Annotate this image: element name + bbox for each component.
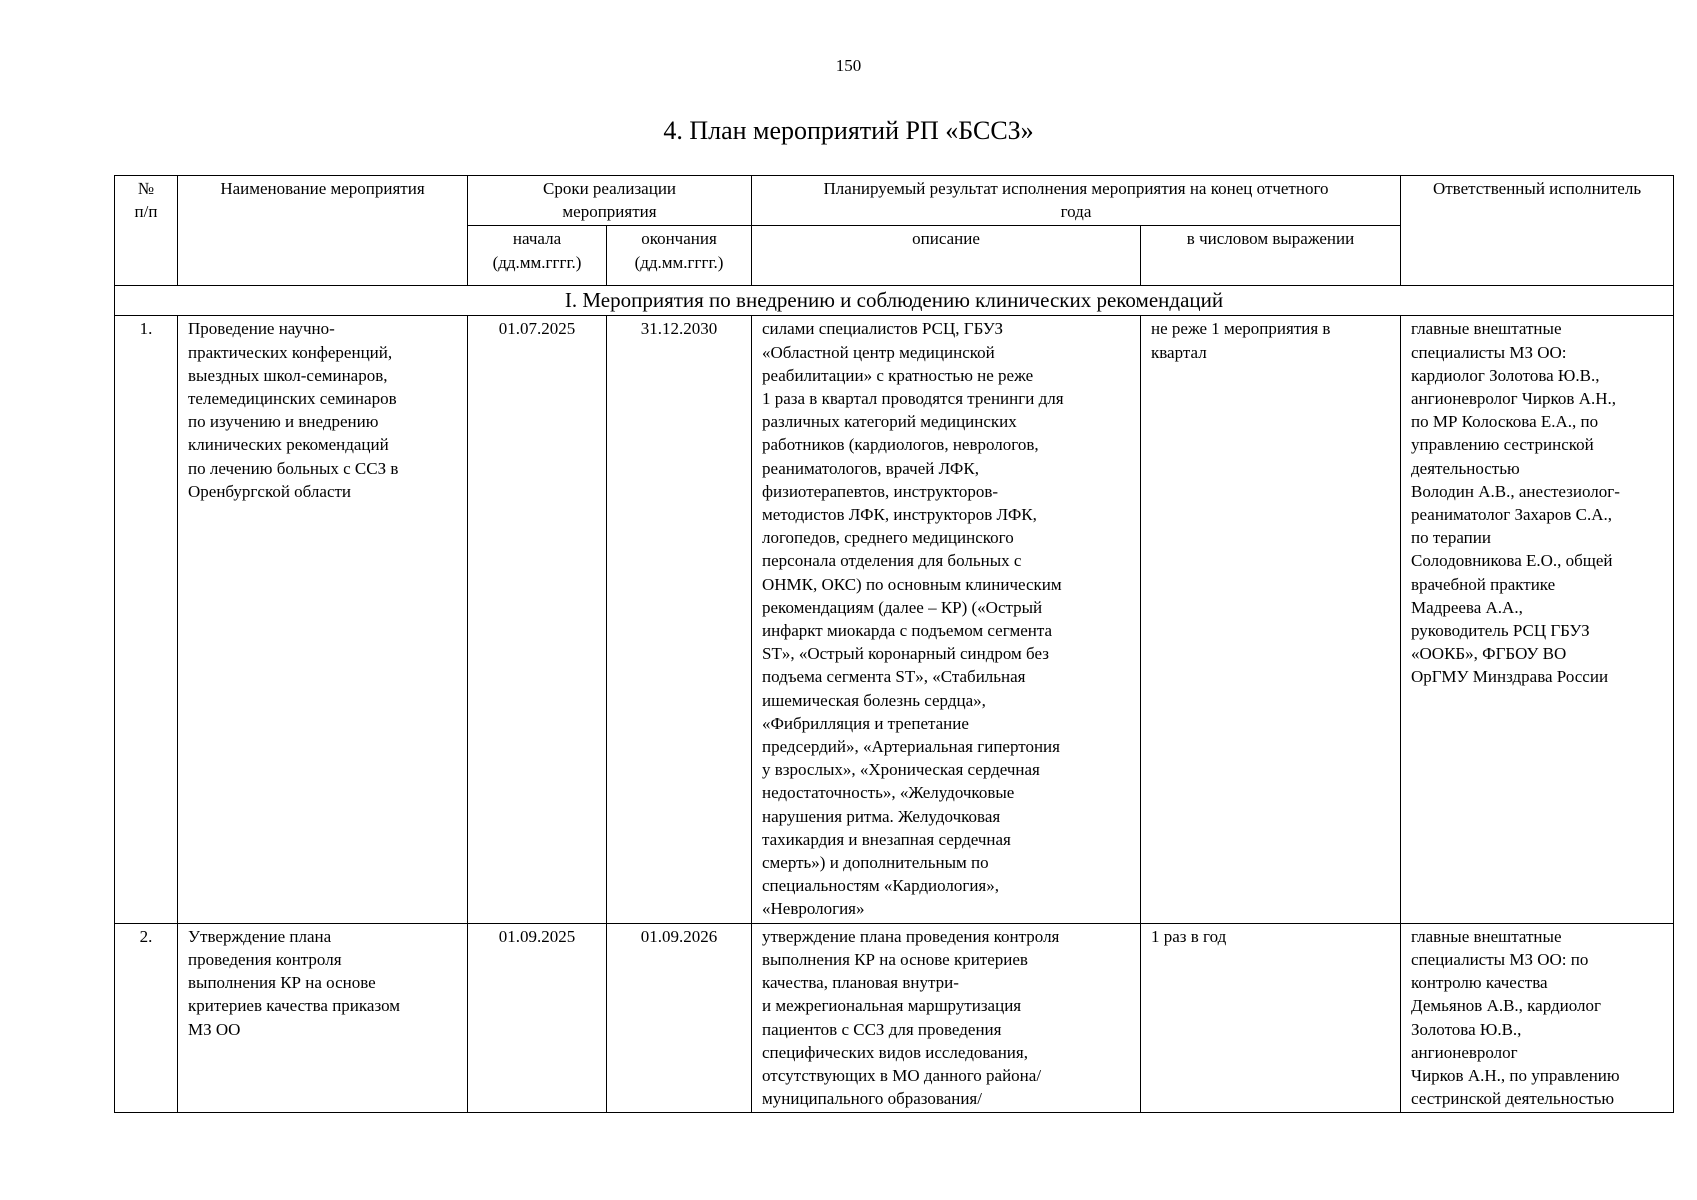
header-numeric: в числовом выражении [1141, 226, 1401, 286]
row-numeric: 1 раз в год [1141, 923, 1401, 1113]
header-description: описание [752, 226, 1141, 286]
row-start-date: 01.07.2025 [468, 316, 607, 923]
document-title: 4. План мероприятий РП «БССЗ» [663, 116, 1034, 145]
row-responsible: главные внештатные специалисты МЗ ОО: по контролю качества Демьянов А.В., кардиолог Золотова Ю.В., ангионевролог Чирков А.Н., по управлению сестринской деятельностью [1401, 923, 1674, 1113]
header-row [115, 176, 1674, 226]
row-name: Проведение научно- практических конференций, выездных школ-семинаров, телемедицинских семинаров по изучению и внедрению клинических рекомендаций по лечению больных с ССЗ в Оренбургской области [178, 316, 468, 923]
row-end-date: 31.12.2030 [607, 316, 752, 923]
section-row [115, 286, 1674, 316]
row-responsible: главные внештатные специалисты МЗ ОО: кардиолог Золотова Ю.В., ангионевролог Чирков А.Н., по МР Колоскова Е.А., по управлению сестринской деятельностью Володин А.В., анестезиолог- реаниматолог Захаров С.А., по терапии Солодовникова Е.О., общей врачебной практике Мадреева А.А., руководитель РСЦ ГБУЗ «ООКБ», ФГБОУ ВО ОрГМУ Минздрава России [1401, 316, 1674, 923]
page-number: 150 [835, 56, 862, 75]
header-end: окончания (дд.мм.гггг.) [607, 226, 752, 286]
row-description: утверждение плана проведения контроля выполнения КР на основе критериев качества, плановая внутри- и межрегиональная маршрутизация пациентов с ССЗ для проведения специфических видов исследования, отсутствующих в МО данного района/ муниципального образования/ [752, 923, 1141, 1113]
header-name: Наименование мероприятия [178, 176, 468, 286]
table-row [115, 923, 1674, 1113]
header-start: начала (дд.мм.гггг.) [468, 226, 607, 286]
table-row [115, 316, 1674, 923]
plan-table [114, 175, 1674, 1113]
row-name: Утверждение плана проведения контроля выполнения КР на основе критериев качества приказом МЗ ОО [178, 923, 468, 1113]
row-num: 2. [115, 923, 178, 1113]
header-responsible: Ответственный исполнитель [1401, 176, 1674, 286]
header-period: Сроки реализации мероприятия [468, 176, 752, 226]
row-numeric: не реже 1 мероприятия в квартал [1141, 316, 1401, 923]
section-title: I. Мероприятия по внедрению и соблюдению клинических рекомендаций [115, 286, 1674, 316]
header-result: Планируемый результат исполнения мероприятия на конец отчетного года [752, 176, 1401, 226]
row-end-date: 01.09.2026 [607, 923, 752, 1113]
header-num: № п/п [115, 176, 178, 286]
row-num: 1. [115, 316, 178, 923]
row-description: силами специалистов РСЦ, ГБУЗ «Областной центр медицинской реабилитации» с кратностью не реже 1 раза в квартал проводятся тренинги для различных категорий медицинских работников (кардиологов, неврологов, реаниматологов, врачей ЛФК, физиотерапевтов, инструкторов- методистов ЛФК, инструкторов ЛФК, логопедов, среднего медицинского персонала отделения для больных с ОНМК, ОКС) по основным клиническим рекомендациям (далее – КР) («Острый инфаркт миокарда с подъемом сегмента ST», «Острый коронарный синдром без подъема сегмента ST», «Стабильная ишемическая болезнь сердца», «Фибрилляция и трепетание предсердий», «Артериальная гипертония у взрослых», «Хроническая сердечная недостаточность», «Желудочковые нарушения ритма. Желудочковая тахикардия и внезапная сердечная смерть») и дополнительным по специальностям «Кардиология», «Неврология» [752, 316, 1141, 923]
row-start-date: 01.09.2025 [468, 923, 607, 1113]
